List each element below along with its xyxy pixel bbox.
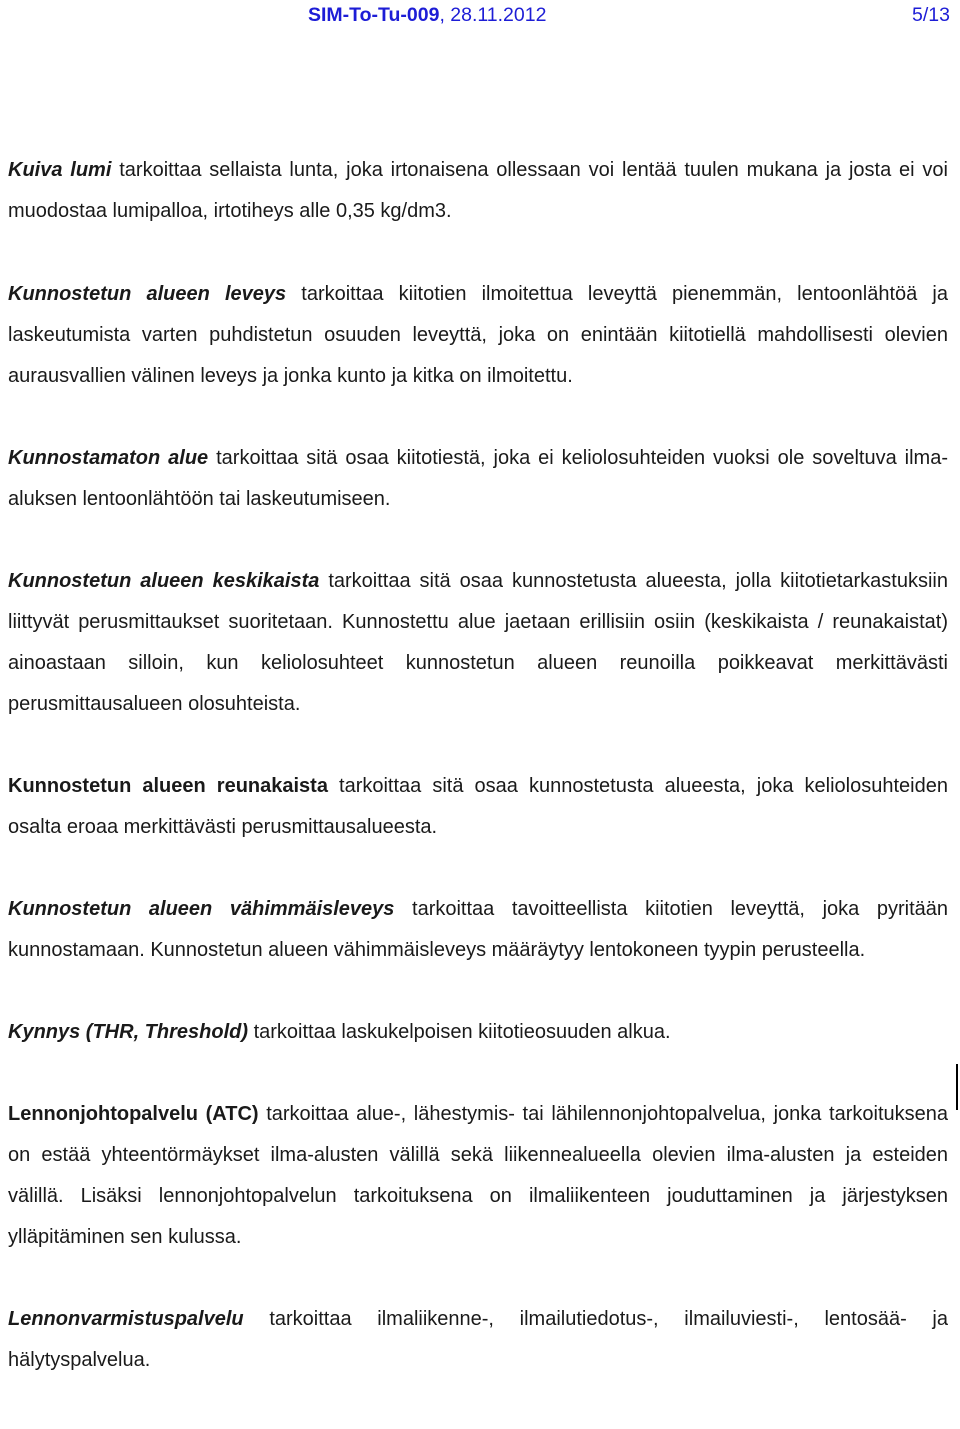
page-number: 5/13 (912, 4, 950, 26)
definition-text: tarkoittaa sitä osaa kiitotiestä, joka ei keliolosuhteiden vuoksi ole soveltuva ilma-aluksen lentoonlähtöön tai laskeutumiseen. (8, 447, 948, 510)
definition-reunakaista (8, 766, 948, 848)
definitions-body (8, 150, 948, 1381)
definition-lennonjohtopalvelu (8, 1094, 948, 1258)
definition-term: Kunnostetun alueen vähimmäisleveys (8, 898, 395, 920)
definition-text: tarkoittaa ilmaliikenne-, ilmailutiedotus-, ilmailuviesti-, lentosää- ja hälytyspalvelua. (8, 1308, 948, 1371)
definition-term: Kunnostetun alueen reunakaista (8, 775, 328, 797)
definition-term: Lennonjohtopalvelu (ATC) (8, 1103, 259, 1125)
definition-text: tarkoittaa tavoitteellista kiitotien leveyttä, joka pyritään kunnostamaan. Kunnostetun alueen vähimmäisleveys määräytyy lentokoneen tyypin perusteella. (8, 898, 949, 961)
definition-text: tarkoittaa sitä osaa kunnostetusta alueesta, jolla kiitotietarkastuksiin liittyvät perusmittaukset suoritetaan. Kunnostettu alue jaetaan erillisiin osiin (keskikaista / reunakaistat) ainoastaan silloin, kun keliolosuhteet kunnostetun alueen reunoilla poikkeavat merkittävästi perusmittausalueen olosuhteista. (8, 570, 948, 715)
definition-term: Kunnostamaton alue (8, 447, 209, 469)
definition-text: tarkoittaa sellaista lunta, joka irtonaisena ollessaan voi lentää tuulen mukana ja josta ei voi muodostaa lumipalloa, irtotiheys alle 0,35 kg/dm3. (8, 159, 949, 222)
definition-term: Lennonvarmistuspalvelu (8, 1308, 244, 1330)
document-code: SIM-To-Tu-009 (308, 4, 440, 26)
definition-text: tarkoittaa kiitotien ilmoitettua leveyttä pienemmän, lentoonlähtöä ja laskeutumista varten puhdistetun osuuden leveyttä, joka on enintään kiitotiellä mahdollisesti olevien aurausvallien välinen leveys ja jonka kunto ja kitka on ilmoitettu. (8, 283, 948, 387)
definition-kynnys (8, 1012, 948, 1053)
document-date: , 28.11.2012 (439, 4, 547, 26)
definition-term: Kunnostetun alueen keskikaista (8, 570, 320, 592)
definition-kuiva-lumi (8, 150, 948, 232)
definition-term: Kuiva lumi (8, 159, 112, 181)
document-reference (308, 4, 546, 26)
definition-term: Kunnostetun alueen leveys (8, 283, 287, 305)
definition-text: tarkoittaa alue-, lähestymis- tai lähilennonjohtopalvelua, jonka tarkoituksena on estää yhteentörmäykset ilma-alusten välillä sekä liikennealueella olevien ilma-alusten ja esteiden välillä. Lisäksi lennonjohtopalvelun tarkoituksena on ilmaliikenteen jouduttaminen ja järjestyksen ylläpitäminen sen kulussa. (8, 1103, 948, 1248)
definition-keskikaista (8, 561, 948, 725)
definition-lennonvarmistuspalvelu (8, 1299, 948, 1381)
page-header (308, 2, 950, 28)
definition-text: tarkoittaa sitä osaa kunnostetusta alueesta, joka keliolosuhteiden osalta eroaa merkittävästi perusmittausalueesta. (8, 775, 948, 838)
change-bar (956, 1064, 958, 1110)
definition-vahimmaisleveys (8, 889, 948, 971)
definition-kunnostamaton-alue (8, 438, 948, 520)
definition-kunnostetun-alueen-leveys (8, 274, 948, 397)
definition-term: Kynnys (THR, Threshold) (8, 1021, 249, 1043)
definition-text: tarkoittaa laskukelpoisen kiitotieosuuden alkua. (248, 1021, 671, 1043)
